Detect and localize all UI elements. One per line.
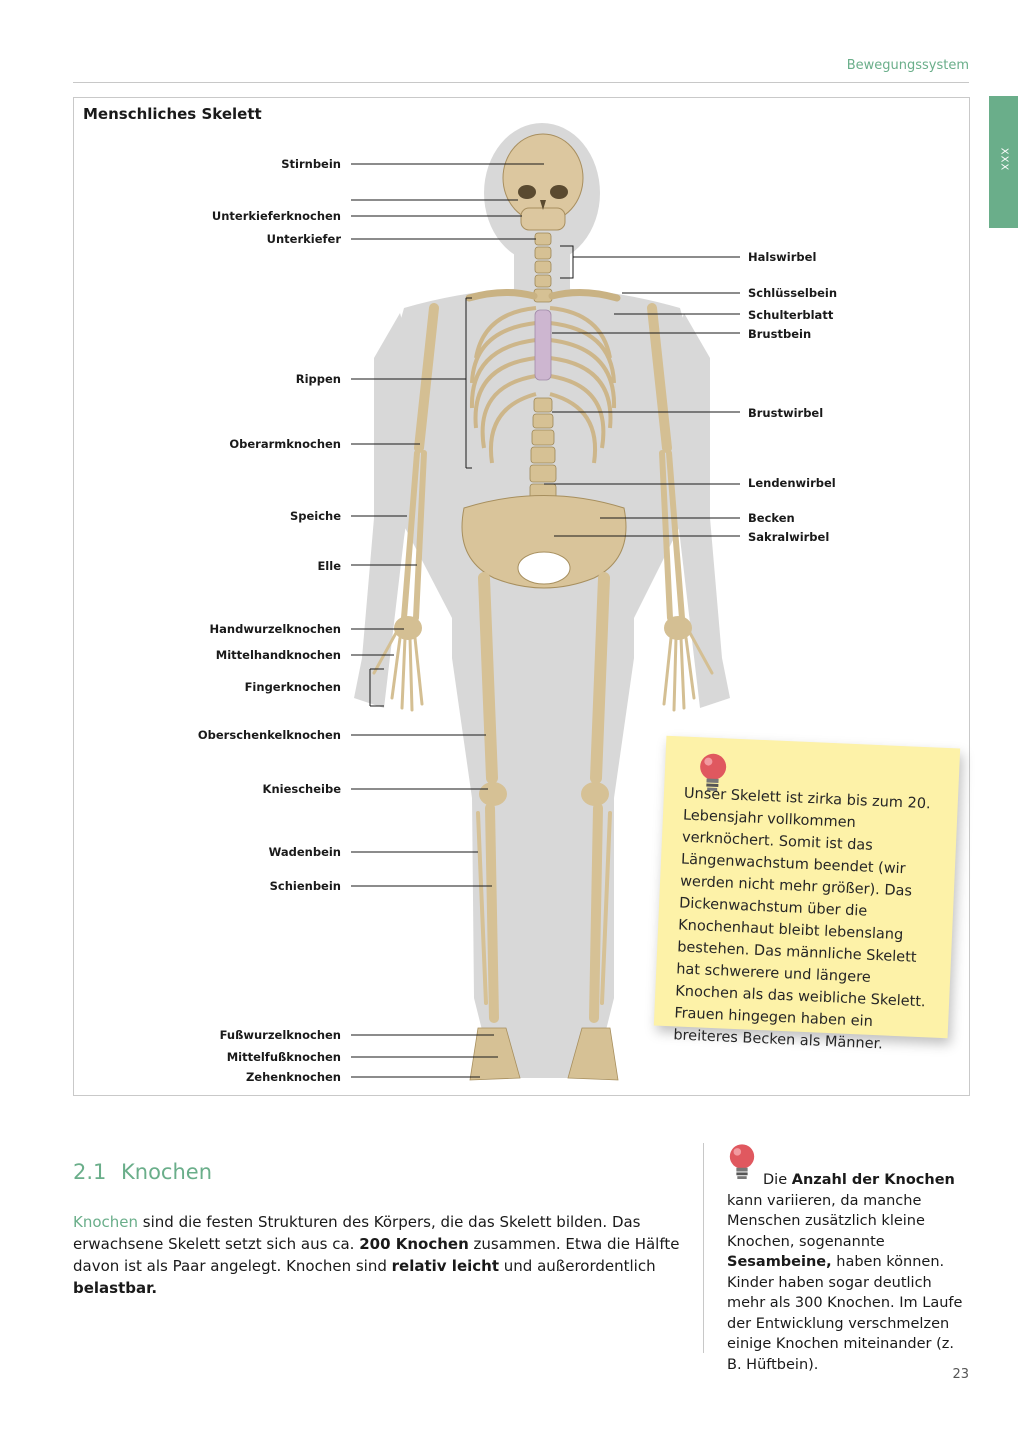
- label-schulterblatt: Schulterblatt: [748, 308, 834, 322]
- chapter-tab: [989, 96, 1018, 228]
- label-unterkieferknochen: Unterkieferknochen: [211, 209, 341, 223]
- label-halswirbel: Halswirbel: [748, 250, 817, 264]
- body-text-run: .: [151, 1279, 158, 1297]
- body-text-run: und außerordentlich: [499, 1257, 656, 1275]
- margin-text-run: kann variieren, da manche Menschen zusätzlich kleine Knochen, sogenannte: [727, 1192, 925, 1250]
- margin-text-run: Die: [763, 1172, 792, 1188]
- label-schienbein: Schienbein: [269, 879, 341, 893]
- term-sesambeine: Sesambeine,: [727, 1254, 832, 1270]
- label-wadenbein: Wadenbein: [268, 845, 341, 859]
- label-handwurzelknochen: Handwurzelknochen: [209, 622, 341, 636]
- section-number: 2.1: [73, 1160, 107, 1184]
- margin-text-run: haben können. Kinder haben sogar deutlich mehr als 300 Knochen. Im Laufe der Entwicklung verschmelzen einige Knochen miteinander (z. B. Hüftbein).: [727, 1254, 963, 1373]
- term-relativ-leicht: relativ leicht: [391, 1257, 499, 1275]
- note-text: Unser Skelett ist zirka bis zum 20. Lebensjahr vollkommen verknöchert. Somit ist das Längenwachstum beendet (wir werden nicht mehr größer). Das Dickenwachstum über die Knochenhaut bleibt lebenslang bestehen. Das männliche Skelett hat schwerere und längere Knochen als das weibliche Skelett. Frauen hingegen haben ein breiteres Becken als Männer.: [673, 785, 931, 1053]
- body-text-run: zusammen. Etwa die Hälfte davon ist als Paar angelegt. Knochen sind: [73, 1235, 680, 1275]
- term-belastbar: belastbar: [73, 1279, 152, 1297]
- label-brustwirbel: Brustwirbel: [748, 406, 824, 420]
- margin-column-rule: [703, 1143, 704, 1353]
- header-rule: [73, 82, 969, 83]
- term-knochen: Knochen: [73, 1213, 139, 1231]
- label-sakralwirbel: Sakralwirbel: [748, 530, 830, 544]
- running-head: Bewegungssystem: [846, 58, 969, 73]
- margin-note: [727, 1170, 967, 1375]
- label-brustbein: Brustbein: [748, 327, 812, 341]
- section-heading: [73, 1160, 212, 1184]
- label-elle: Elle: [317, 559, 341, 573]
- label-mittelfussknochen: Mittelfußknochen: [226, 1050, 341, 1064]
- term-anzahl-der-knochen: Anzahl der Knochen: [791, 1172, 955, 1188]
- label-schluesselbein: Schlüsselbein: [748, 286, 838, 300]
- label-mittelhandknochen: Mittelhandknochen: [215, 648, 341, 662]
- label-becken: Becken: [748, 511, 795, 525]
- label-rippen: Rippen: [295, 372, 341, 386]
- section-title: Knochen: [121, 1160, 213, 1184]
- label-speiche: Speiche: [289, 509, 341, 523]
- term-200-knochen: 200 Knochen: [359, 1235, 469, 1253]
- chapter-tab-label: XXX: [998, 147, 1009, 172]
- label-oberarmknochen: Oberarmknochen: [229, 437, 341, 451]
- page-number: 23: [952, 1367, 969, 1382]
- figure-title: Menschliches Skelett: [83, 105, 262, 123]
- body-paragraph: [73, 1211, 683, 1299]
- label-oberschenkelknochen: Oberschenkelknochen: [197, 728, 341, 742]
- label-kniescheibe: Kniescheibe: [262, 782, 341, 796]
- body-text-run: sind die festen Strukturen des Körpers, die das Skelett bilden. Das erwachsene Skelett setzt sich aus ca.: [73, 1213, 641, 1253]
- label-stirnbein: Stirnbein: [281, 157, 341, 171]
- label-lendenwirbel: Lendenwirbel: [748, 476, 836, 490]
- label-fusswurzelknochen: Fußwurzelknochen: [219, 1028, 341, 1042]
- label-zehenknochen: Zehenknochen: [245, 1070, 341, 1084]
- info-sticky-note: [654, 736, 960, 1053]
- label-fingerknochen: Fingerknochen: [244, 680, 341, 694]
- label-unterkiefer: Unterkiefer: [266, 232, 341, 246]
